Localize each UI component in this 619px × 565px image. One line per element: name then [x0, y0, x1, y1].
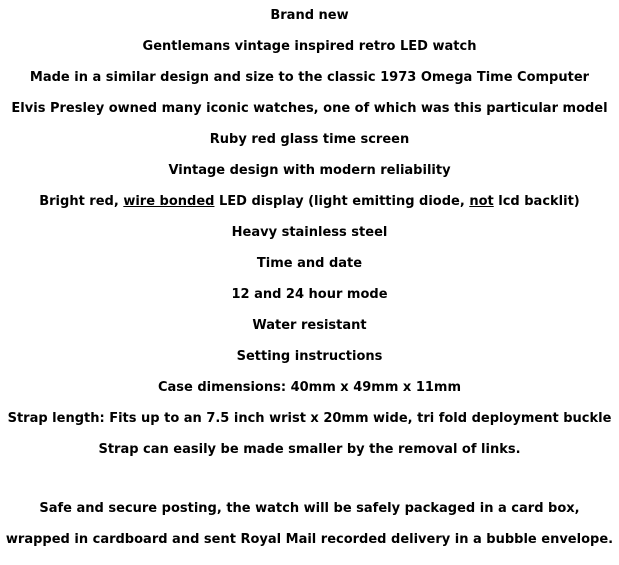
- led-text-not: not: [469, 194, 494, 209]
- led-text-wire-bonded: wire bonded: [123, 194, 215, 209]
- led-text-1: Bright red,: [39, 194, 124, 209]
- line-title: Gentlemans vintage inspired retro LED watch: [142, 39, 477, 54]
- line-case-dimensions: Case dimensions: 40mm x 49mm x 11mm: [157, 380, 462, 395]
- line-hour-mode: 12 and 24 hour mode: [231, 287, 388, 302]
- line-strap-length: Strap length: Fits up to an 7.5 inch wrist x 20mm wide, tri fold deployment buckle: [7, 411, 612, 426]
- line-water: Water resistant: [252, 318, 367, 333]
- line-elvis: Elvis Presley owned many iconic watches, one of which was this particular model: [11, 101, 608, 116]
- led-text-3: LED display (light emitting diode,: [214, 194, 470, 209]
- line-design: Made in a similar design and size to the classic 1973 Omega Time Computer: [29, 70, 590, 85]
- line-strap-links: Strap can easily be made smaller by the removal of links.: [98, 442, 521, 457]
- line-led-display: [0, 194, 619, 210]
- line-posting-2: wrapped in cardboard and sent Royal Mail recorded delivery in a bubble envelope.: [5, 532, 614, 547]
- line-vintage: Vintage design with modern reliability: [168, 163, 451, 178]
- line-ruby-glass: Ruby red glass time screen: [209, 132, 410, 147]
- led-text-5: lcd backlit): [493, 194, 580, 209]
- line-steel: Heavy stainless steel: [231, 225, 388, 240]
- line-time-date: Time and date: [256, 256, 363, 271]
- line-setting: Setting instructions: [236, 349, 383, 364]
- line-posting-1: Safe and secure posting, the watch will be safely packaged in a card box,: [39, 501, 580, 516]
- line-brand-new: Brand new: [270, 8, 349, 23]
